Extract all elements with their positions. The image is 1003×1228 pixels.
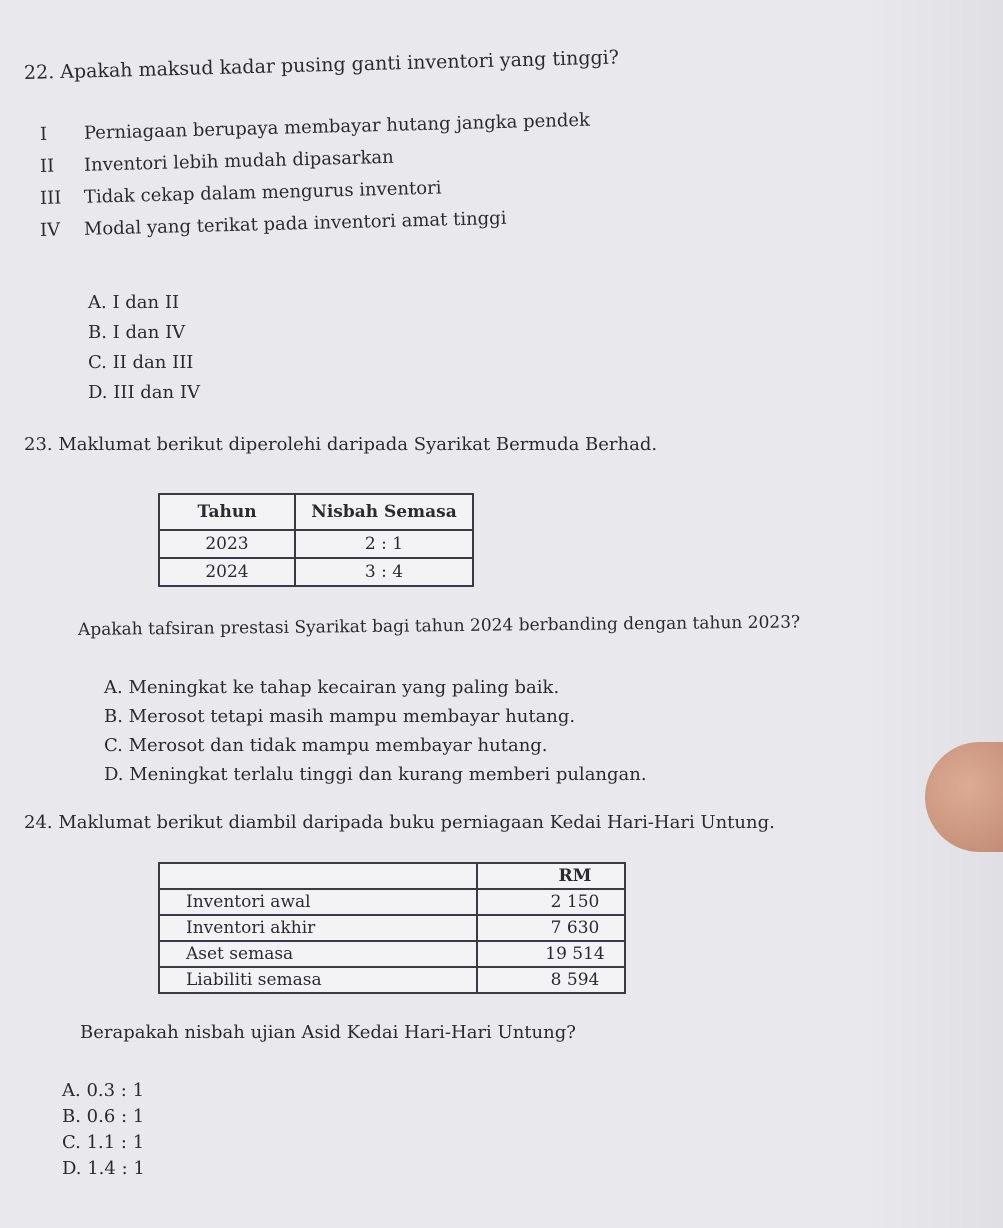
- q22-statement-4: [40, 208, 507, 241]
- table-row: [159, 530, 473, 558]
- q24-option-a[interactable]: A. 0.3 : 1: [62, 1080, 145, 1101]
- table-cell-label: Aset semasa: [159, 941, 477, 967]
- table-cell-value: 19 514: [477, 941, 625, 967]
- table-cell-label: Liabiliti semasa: [159, 967, 477, 993]
- table-row: [159, 941, 625, 967]
- q22-statement-num: II: [39, 155, 55, 177]
- q23-option-a[interactable]: A. Meningkat ke tahap kecairan yang paling baik.: [104, 677, 560, 698]
- table-cell-ratio: 2 : 1: [295, 530, 473, 558]
- q22-statement-num: III: [39, 187, 62, 209]
- q23-prompt: Apakah tafsiran prestasi Syarikat bagi tahun 2024 berbanding dengan tahun 2023?: [77, 612, 801, 640]
- q22-statement-text: Tidak cekap dalam mengurus inventori: [83, 177, 442, 208]
- table-cell-ratio: 3 : 4: [295, 558, 473, 586]
- table-header-nisbah: Nisbah Semasa: [295, 494, 473, 530]
- q24-option-b[interactable]: B. 0.6 : 1: [62, 1106, 145, 1127]
- q23-option-b[interactable]: B. Merosot tetapi masih mampu membayar hutang.: [104, 706, 576, 727]
- table-cell-value: 8 594: [477, 967, 625, 993]
- table-row: [159, 889, 625, 915]
- q22-statement-2: [40, 147, 394, 177]
- q22-statement-text: Inventori lebih mudah dipasarkan: [83, 146, 394, 176]
- q22-statement-num: IV: [39, 219, 61, 241]
- table-header-tahun: Tahun: [159, 494, 295, 530]
- q24-prompt: Berapakah nisbah ujian Asid Kedai Hari-Hari Untung?: [80, 1022, 576, 1043]
- page-shadow: [863, 0, 1003, 1228]
- table-header-rm: RM: [477, 863, 625, 889]
- q22-question: 22. Apakah maksud kadar pusing ganti inventori yang tinggi?: [23, 46, 620, 84]
- q23-option-d[interactable]: D. Meningkat terlalu tinggi dan kurang memberi pulangan.: [104, 764, 647, 785]
- q22-statement-text: Modal yang terikat pada inventori amat tinggi: [83, 207, 507, 240]
- table-header-label: [159, 863, 477, 889]
- q24-option-d[interactable]: D. 1.4 : 1: [62, 1158, 145, 1179]
- q24-balance-table: [158, 862, 626, 994]
- q22-option-d[interactable]: D. III dan IV: [88, 382, 200, 403]
- q24-question: 24. Maklumat berikut diambil daripada buku perniagaan Kedai Hari-Hari Untung.: [24, 812, 775, 833]
- q23-current-ratio-table: [158, 493, 474, 587]
- q22-option-b[interactable]: B. I dan IV: [88, 322, 186, 343]
- q22-option-a[interactable]: A. I dan II: [88, 292, 180, 313]
- table-row: [159, 967, 625, 993]
- table-cell-year: 2024: [159, 558, 295, 586]
- table-row: [159, 558, 473, 586]
- q22-statement-1: [40, 110, 590, 145]
- table-cell-value: 7 630: [477, 915, 625, 941]
- table-cell-year: 2023: [159, 530, 295, 558]
- table-row: [159, 915, 625, 941]
- q24-option-c[interactable]: C. 1.1 : 1: [62, 1132, 145, 1153]
- table-cell-label: Inventori awal: [159, 889, 477, 915]
- q22-option-c[interactable]: C. II dan III: [88, 352, 194, 373]
- q22-statement-text: Perniagaan berupaya membayar hutang jangka pendek: [83, 109, 591, 144]
- q22-statement-num: I: [39, 123, 48, 145]
- table-cell-value: 2 150: [477, 889, 625, 915]
- table-cell-label: Inventori akhir: [159, 915, 477, 941]
- q22-statement-3: [40, 177, 442, 209]
- q23-question: 23. Maklumat berikut diperolehi daripada Syarikat Bermuda Berhad.: [24, 434, 658, 455]
- q23-option-c[interactable]: C. Merosot dan tidak mampu membayar hutang.: [104, 735, 548, 756]
